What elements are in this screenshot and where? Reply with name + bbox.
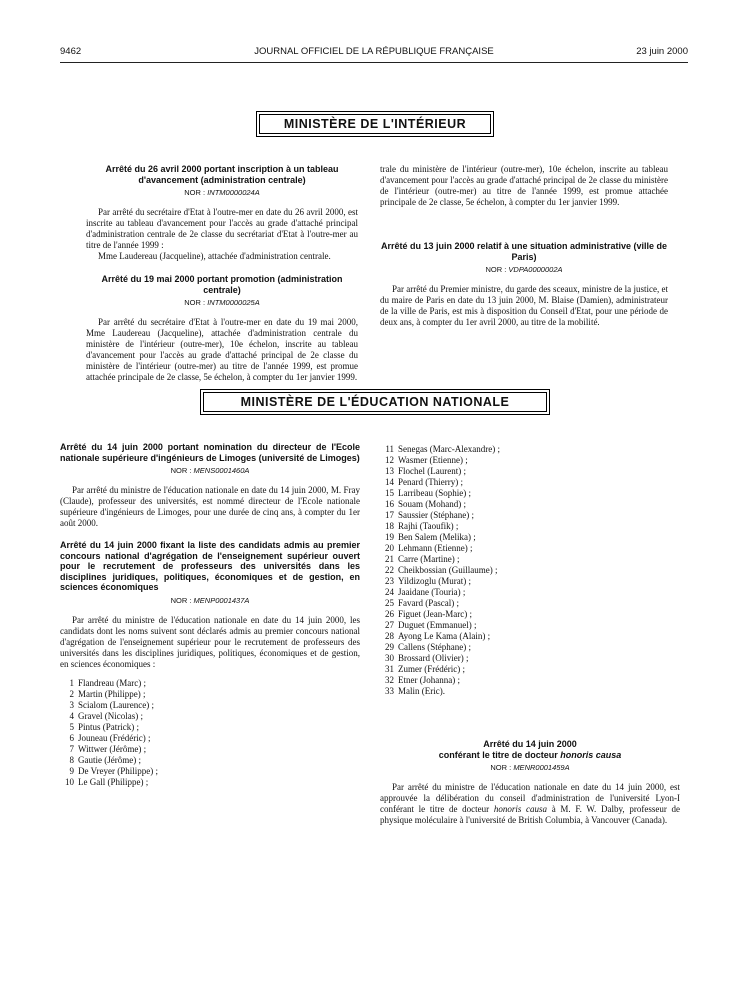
candidate-rank: 29	[385, 642, 394, 652]
candidate-item	[380, 675, 680, 686]
candidate-item	[380, 521, 680, 532]
candidate-item	[380, 477, 680, 488]
candidate-rank: 12	[385, 455, 394, 465]
candidate-item	[380, 664, 680, 675]
nor-reference: NOR : VDPA0000002A	[485, 265, 563, 274]
candidate-name: Jaaidane (Touria) ;	[398, 587, 466, 597]
journal-title: JOURNAL OFFICIEL DE LA RÉPUBLIQUE FRANÇAISE	[254, 46, 494, 57]
candidate-name: Gautie (Jérôme) ;	[78, 754, 141, 765]
candidate-item	[60, 777, 360, 788]
candidate-item	[380, 653, 680, 664]
arrete-title: Arrêté du 26 avril 2000 portant inscription à un tableau d'avancement (administration centrale)	[105, 164, 339, 185]
candidate-name: Scialom (Laurence) ;	[78, 699, 154, 710]
candidate-rank: 13	[385, 466, 394, 476]
arrete-paragraph: Par arrêté du secrétaire d'Etat à l'outre-mer en date du 26 avril 2000, est inscrite au tableau d'avancement pour l'accès au grade d'attaché principal d'administration centrale de 2e classe du secrétariat d'Etat à l'outre-mer au titre de l'année 1999 :	[86, 207, 358, 250]
candidate-name: Senegas (Marc-Alexandre) ;	[398, 444, 500, 454]
candidate-rank: 32	[385, 675, 394, 685]
education-left-column	[60, 442, 360, 788]
candidate-item	[380, 499, 680, 510]
arrete-title: Arrêté du 14 juin 2000 fixant la liste des candidats admis au premier concours national d'agrégation de l'enseignement supérieur ouvert pour le recrutement de professeurs des universités dans les disciplines juridiques, politiques, économiques et de gestion, en sciences économiques	[60, 540, 360, 592]
candidate-name: Martin (Philippe) ;	[78, 688, 146, 699]
candidate-name: Malin (Eric).	[398, 686, 445, 696]
candidate-rank: 19	[385, 532, 394, 542]
arrete-paragraph: Par arrêté du secrétaire d'Etat à l'outre-mer en date du 19 mai 2000, Mme Laudereau (Jacqueline), attachée d'administration centrale du ministère de l'intérieur (outre-mer), 10e échelon, inscrite au tableau d'avancement pour l'accès au grade d'attaché principal de 2e classe du ministère de l'intérieur (outre-mer) au titre de l'année 1999, est promue attachée principale de 2e classe, 5e échelon, à compter du 1er janvier 1999.	[86, 317, 358, 382]
arrete-paragraph: Mme Laudereau (Jacqueline), attachée d'administration centrale.	[98, 251, 331, 261]
candidate-name: Flochel (Laurent) ;	[398, 466, 466, 476]
candidate-item	[380, 510, 680, 521]
candidate-name: Ayong Le Kama (Alain) ;	[398, 631, 491, 641]
candidate-rank: 3	[69, 699, 74, 710]
nor-reference: NOR : MENS0001460A	[170, 466, 250, 475]
candidate-name: Wasmer (Etienne) ;	[398, 455, 468, 465]
candidate-item	[380, 543, 680, 554]
candidate-name: Rajhi (Taoufik) ;	[398, 521, 459, 531]
candidate-item	[380, 609, 680, 620]
arrete-title: Arrêté du 13 juin 2000 relatif à une situation administrative (ville de Paris)	[380, 241, 668, 262]
candidate-item	[60, 678, 360, 689]
candidate-name: Saussier (Stéphane) ;	[398, 510, 474, 520]
candidate-rank: 17	[385, 510, 394, 520]
candidate-item	[380, 631, 680, 642]
candidate-name: Callens (Stéphane) ;	[398, 642, 471, 652]
candidate-name: Gravel (Nicolas) ;	[78, 710, 143, 721]
candidate-item	[60, 755, 360, 766]
candidate-rank: 9	[69, 765, 74, 776]
nor-reference: NOR : INTM0000025A	[184, 298, 260, 307]
candidate-rank: 14	[385, 477, 394, 487]
arrete-paragraph: Par arrêté du Premier ministre, du garde des sceaux, ministre de la justice, et du maire de Paris en date du 13 juin 2000, M. Blaise (Damien), administrateur de la ville de Paris, est mis à disposition du Conseil d'Etat, pour une période de deux ans, à compter du 1er avril 2000, au titre de la mobilité.	[380, 284, 668, 327]
candidate-item	[60, 744, 360, 755]
candidate-item	[380, 444, 680, 455]
candidate-item	[380, 554, 680, 565]
candidate-name: Zumer (Frédéric) ;	[398, 664, 465, 674]
candidate-rank: 4	[69, 710, 74, 721]
candidate-rank: 24	[385, 587, 394, 597]
candidate-rank: 33	[385, 686, 394, 696]
candidate-rank: 8	[69, 754, 74, 765]
arrete-title: Arrêté du 14 juin 2000 portant nomination du directeur de l'Ecole nationale supérieure d'ingénieurs de Limoges (université de Limoges)	[60, 442, 360, 463]
candidate-item	[60, 711, 360, 722]
candidate-rank: 20	[385, 543, 394, 553]
candidate-rank: 30	[385, 653, 394, 663]
header-rule	[60, 62, 688, 63]
candidate-name: Wittwer (Jérôme) ;	[78, 743, 147, 754]
candidate-item	[380, 565, 680, 576]
candidate-rank: 28	[385, 631, 394, 641]
candidate-name: Ben Salem (Melika) ;	[398, 532, 476, 542]
education-right-column	[380, 444, 680, 826]
candidate-item	[60, 733, 360, 744]
candidate-list-continued	[380, 444, 680, 697]
page-number: 9462	[60, 46, 82, 57]
candidate-list	[60, 678, 360, 788]
candidate-item	[60, 722, 360, 733]
candidate-item	[60, 689, 360, 700]
candidate-rank: 11	[385, 444, 394, 454]
candidate-rank: 16	[385, 499, 394, 509]
candidate-name: Lehmann (Etienne) ;	[398, 543, 473, 553]
candidate-rank: 26	[385, 609, 394, 619]
candidate-name: Duguet (Emmanuel) ;	[398, 620, 477, 630]
candidate-rank: 31	[385, 664, 394, 674]
ministry-interieur-box	[256, 111, 494, 137]
candidate-rank: 23	[385, 576, 394, 586]
candidate-name: Favard (Pascal) ;	[398, 598, 459, 608]
candidate-item	[380, 488, 680, 499]
candidate-rank: 25	[385, 598, 394, 608]
candidate-rank: 18	[385, 521, 394, 531]
candidate-name: Le Gall (Philippe) ;	[78, 776, 149, 787]
candidate-rank: 27	[385, 620, 394, 630]
candidate-rank: 2	[69, 688, 74, 699]
candidate-name: Larribeau (Sophie) ;	[398, 488, 471, 498]
candidate-rank: 21	[385, 554, 394, 564]
candidate-rank: 6	[69, 732, 74, 743]
candidate-item	[380, 466, 680, 477]
interieur-right-column	[380, 164, 668, 328]
ministry-education-title: MINISTÈRE DE L'ÉDUCATION NATIONALE	[240, 395, 510, 409]
candidate-item	[60, 766, 360, 777]
candidate-item	[380, 455, 680, 466]
candidate-rank: 10	[65, 776, 74, 787]
candidate-name: Flandreau (Marc) ;	[78, 677, 146, 688]
candidate-name: Carre (Martine) ;	[398, 554, 460, 564]
candidate-name: De Vreyer (Philippe) ;	[78, 765, 159, 776]
ministry-education-box	[200, 389, 550, 415]
candidate-item	[380, 587, 680, 598]
candidate-item	[60, 700, 360, 711]
candidate-name: Figuet (Jean-Marc) ;	[398, 609, 472, 619]
candidate-item	[380, 532, 680, 543]
arrete-paragraph: Par arrêté du ministre de l'éducation nationale en date du 14 juin 2000, M. Fray (Claude), professeur des universités, est nommé directeur de l'Ecole nationale supérieure d'ingénieurs de Limoges, pour une durée de cinq ans, à compter du 1er août 2000.	[60, 485, 360, 528]
candidate-rank: 5	[69, 721, 74, 732]
issue-date: 23 juin 2000	[636, 46, 688, 57]
candidate-item	[380, 642, 680, 653]
candidate-item	[380, 620, 680, 631]
nor-reference: NOR : INTM0000024A	[184, 188, 260, 197]
ministry-interieur-title: MINISTÈRE DE L'INTÉRIEUR	[283, 117, 467, 131]
nor-reference: NOR : MENR0001459A	[490, 763, 570, 772]
arrete-paragraph-continued: trale du ministère de l'intérieur (outre-mer), 10e échelon, inscrite au tableau d'avancement pour l'accès au grade d'attaché principal de 2e classe du ministère de l'intérieur (outre-mer) au titre de l'année 1999, est promue attachée principale de 2e classe, 5e échelon, à compter du 1er janvier 1999.	[380, 164, 668, 207]
arrete-paragraph: Par arrêté du ministre de l'éducation nationale en date du 14 juin 2000, les candidats dont les noms suivent sont déclarés admis au premier concours national d'agrégation de l'enseignement supérieur pour le recrutement de professeurs des universités dans les disciplines juridiques, politiques, économiques et de gestion, en sciences économiques :	[60, 614, 360, 669]
arrete-title: Arrêté du 14 juin 2000 conférant le titre de docteur honoris causa	[438, 739, 622, 760]
candidate-rank: 7	[69, 743, 74, 754]
arrete-title: Arrêté du 19 mai 2000 portant promotion (administration centrale)	[101, 274, 343, 295]
candidate-item	[380, 576, 680, 587]
candidate-name: Brossard (Olivier) ;	[398, 653, 469, 663]
arrete-paragraph: Par arrêté du ministre de l'éducation nationale en date du 14 juin 2000, est approuvée la délibération du conseil d'administration de l'université Lyon-I conférant le titre de docteur honoris causa à M. F. W. Dalby, professeur de physique moléculaire à l'université de British Columbia, à Vancouver (Canada).	[380, 782, 680, 825]
candidate-name: Etner (Johanna) ;	[398, 675, 460, 685]
candidate-name: Penard (Thierry) ;	[398, 477, 463, 487]
candidate-rank: 1	[69, 677, 74, 688]
candidate-name: Cheikbossian (Guillaume) ;	[398, 565, 498, 575]
candidate-name: Souam (Mohand) ;	[398, 499, 466, 509]
candidate-rank: 15	[385, 488, 394, 498]
candidate-name: Jouneau (Frédéric) ;	[78, 732, 151, 743]
interieur-left-column	[86, 164, 358, 382]
candidate-item	[380, 598, 680, 609]
candidate-name: Pintus (Patrick) ;	[78, 721, 139, 732]
candidate-rank: 22	[385, 565, 394, 575]
candidate-item	[380, 686, 680, 697]
candidate-name: Yildizoglu (Murat) ;	[398, 576, 471, 586]
nor-reference: NOR : MENP0001437A	[170, 595, 250, 605]
